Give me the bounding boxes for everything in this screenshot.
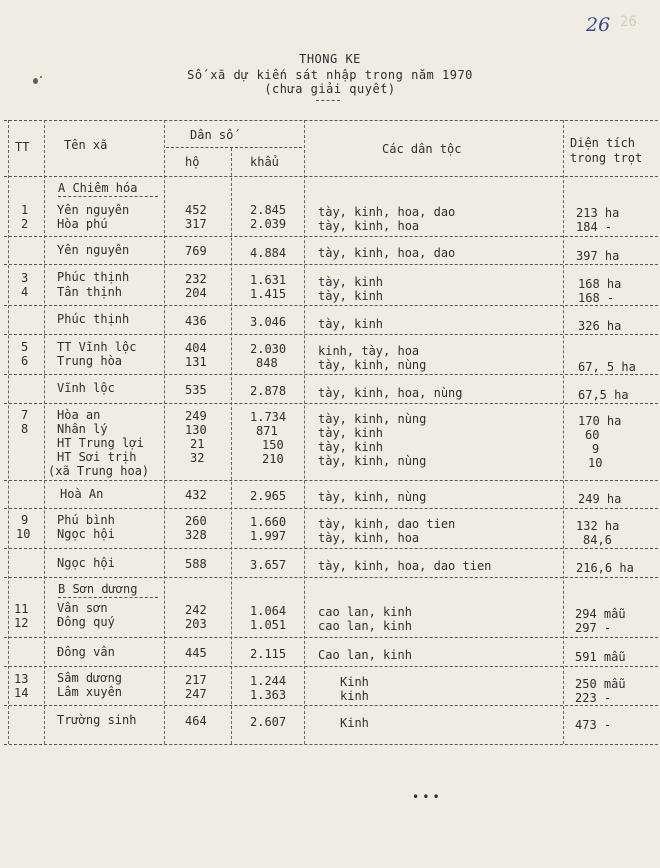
row-ten: Phúc thịnh <box>57 270 130 284</box>
subtotal-dientich: 326 ha <box>578 319 622 333</box>
row-ten: Nhân lý <box>57 422 108 436</box>
row-tt: 10 <box>16 527 31 541</box>
row-dientich: 84,6 <box>583 533 612 547</box>
row-ten: TT Vĩnh lộc <box>57 340 137 354</box>
row-dientich: 297 - <box>575 621 612 635</box>
row-tt: 9 <box>21 513 29 527</box>
row-ho: 328 <box>185 528 207 542</box>
subtotal-dantoc: Cao lan, kinh <box>318 648 412 662</box>
subtotal-dantoc: tày, kinh <box>318 317 384 331</box>
row-ten: Trung hòa <box>57 354 123 368</box>
doc-title: THONG KE <box>299 52 361 66</box>
row-rule <box>4 334 658 335</box>
page-number: 26 <box>586 14 611 36</box>
subtotal-dantoc: tày, kinh, hoa, dao <box>318 246 456 260</box>
col-divider <box>164 120 165 744</box>
row-ho: 130 <box>185 423 207 437</box>
row-dantoc: Kinh <box>340 675 369 689</box>
row-rule <box>4 666 658 667</box>
row-dantoc: kinh, tày, hoa <box>318 344 420 358</box>
row-ho: 21 <box>190 437 205 451</box>
row-ten: Sâm dương <box>57 671 123 685</box>
row-rule <box>4 480 658 481</box>
header-sub-rule <box>166 147 302 148</box>
subtotal-khau: 2.965 <box>250 489 287 503</box>
row-tt: 5 <box>21 340 29 354</box>
subtotal-ho: 445 <box>185 646 207 660</box>
row-tt: 7 <box>21 408 29 422</box>
row-rule <box>4 374 658 375</box>
header-trong-trot: trong trọt <box>570 151 643 165</box>
subtotal-ho: 588 <box>185 557 207 571</box>
header-dien-tich: Diện tích <box>570 136 636 150</box>
row-khau: 1.660 <box>250 515 287 529</box>
row-khau: 1.997 <box>250 529 287 543</box>
subtotal-khau: 2.115 <box>250 647 287 661</box>
subtotal-ten: Hoà An <box>60 487 104 501</box>
row-rule <box>4 403 658 404</box>
row-ho: 242 <box>185 603 207 617</box>
row-dientich: 250 mẫu <box>575 677 626 691</box>
doc-subtitle-note: (chưa giải quyết) <box>264 82 396 96</box>
row-khau: 1.363 <box>250 688 287 702</box>
row-dantoc: tày, kinh, nùng <box>318 412 427 426</box>
row-note: (xã Trung hoa) <box>48 464 150 478</box>
row-dantoc: cao lan, kinh <box>318 605 412 619</box>
row-ten: Phú bình <box>57 513 115 527</box>
subtotal-khau: 4.884 <box>250 246 287 260</box>
section-underline <box>58 196 158 197</box>
col-divider <box>44 120 45 744</box>
subtotal-ten: Ngọc hội <box>57 556 115 570</box>
row-dientich: 60 <box>585 428 600 442</box>
row-tt: 4 <box>21 285 29 299</box>
ink-spot <box>40 76 42 78</box>
row-tt: 8 <box>21 422 29 436</box>
row-ho: 260 <box>185 514 207 528</box>
col-divider <box>8 120 9 744</box>
subtotal-ten: Vĩnh lộc <box>57 381 115 395</box>
row-khau: 210 <box>262 452 284 466</box>
subtotal-khau: 2.607 <box>250 715 287 729</box>
row-dantoc: tày, kinh <box>318 275 384 289</box>
subtotal-khau: 2.878 <box>250 384 287 398</box>
row-ho: 249 <box>185 409 207 423</box>
row-dantoc: tày, kinh, hoa <box>318 531 420 545</box>
row-khau: 1.734 <box>250 410 287 424</box>
row-khau: 848 <box>256 356 278 370</box>
row-khau: 2.030 <box>250 342 287 356</box>
row-ten: Hòa an <box>57 408 101 422</box>
row-ho: 247 <box>185 687 207 701</box>
row-dantoc: tày, kinh, hoa, dao <box>318 205 456 219</box>
row-dantoc: tày, kinh, hoa <box>318 219 420 233</box>
row-ten: HT Trung lợi <box>57 436 144 450</box>
row-tt: 1 <box>21 203 29 217</box>
col-divider <box>231 148 232 744</box>
section-underline <box>58 597 158 598</box>
section-label: B Sơn dương <box>58 582 138 596</box>
page-number-ghost: 26 <box>620 14 637 30</box>
row-dientich: 168 ha <box>578 277 622 291</box>
subtotal-ho: 769 <box>185 244 207 258</box>
subtotal-ten: Phúc thịnh <box>57 312 130 326</box>
row-khau: 2.845 <box>250 203 287 217</box>
subtotal-dantoc: tày, kinh, nùng <box>318 490 427 504</box>
row-dientich: 168 - <box>578 291 615 305</box>
row-ten: Tân thịnh <box>57 285 123 299</box>
header-ho: hộ <box>185 155 200 169</box>
subtotal-ho: 432 <box>185 488 207 502</box>
row-ho: 204 <box>185 286 207 300</box>
row-ho: 217 <box>185 673 207 687</box>
row-dantoc: tày, kinh <box>318 440 384 454</box>
table-top-rule <box>4 120 658 121</box>
subtotal-ho: 436 <box>185 314 207 328</box>
subtotal-ten: Đông vân <box>57 645 115 659</box>
row-ho: 404 <box>185 341 207 355</box>
row-khau: 1.244 <box>250 674 287 688</box>
title-underline <box>316 100 340 101</box>
row-dientich: 67, 5 ha <box>578 360 636 374</box>
row-dientich: 10 <box>588 456 603 470</box>
row-khau: 1.631 <box>250 273 287 287</box>
header-khau: khẩu <box>250 155 279 169</box>
row-khau: 871 <box>256 424 278 438</box>
row-tt: 12 <box>14 616 29 630</box>
row-khau: 1.415 <box>250 287 287 301</box>
row-ho: 203 <box>185 617 207 631</box>
row-khau: 1.064 <box>250 604 287 618</box>
row-ten: HT Sơi trịh <box>57 450 137 464</box>
row-dientich: 132 ha <box>576 519 620 533</box>
row-ten: Đông quý <box>57 615 115 629</box>
row-ho: 32 <box>190 451 205 465</box>
subtotal-dientich: 249 ha <box>578 492 622 506</box>
subtotal-ten: Yên nguyên <box>57 243 130 257</box>
header-dan-so: Dân số <box>190 128 234 142</box>
row-rule <box>4 577 658 578</box>
row-tt: 11 <box>14 602 29 616</box>
col-divider <box>563 120 564 744</box>
row-khau: 150 <box>262 438 284 452</box>
row-khau: 1.051 <box>250 618 287 632</box>
subtotal-dientich: 67,5 ha <box>578 388 629 402</box>
row-rule <box>4 236 658 237</box>
row-ho: 317 <box>185 217 207 231</box>
row-rule <box>4 637 658 638</box>
subtotal-dientich: 397 ha <box>576 249 620 263</box>
row-rule <box>4 705 658 706</box>
subtotal-ten: Trường sinh <box>57 713 137 727</box>
col-divider <box>304 120 305 744</box>
row-ten: Vân sơn <box>57 601 108 615</box>
row-rule <box>4 305 658 306</box>
subtotal-ho: 535 <box>185 383 207 397</box>
row-ho: 452 <box>185 203 207 217</box>
header-ten-xa: Tên xã <box>64 138 108 152</box>
row-dientich: 213 ha <box>576 206 620 220</box>
ink-dots: ••• <box>412 790 443 804</box>
row-tt: 3 <box>21 271 29 285</box>
ink-spot <box>33 78 38 84</box>
row-dantoc: cao lan, kinh <box>318 619 412 633</box>
header-tt: TT <box>15 140 30 154</box>
header-rule <box>4 176 658 177</box>
row-ho: 232 <box>185 272 207 286</box>
subtotal-dantoc: tày, kinh, hoa, dao tien <box>318 559 492 573</box>
row-rule <box>4 264 658 265</box>
subtotal-khau: 3.657 <box>250 558 287 572</box>
row-tt: 2 <box>21 217 29 231</box>
section-label: A Chiêm hóa <box>58 181 138 195</box>
header-dan-toc: Các dân tộc <box>382 142 462 156</box>
row-tt: 6 <box>21 354 29 368</box>
row-dientich: 223 - <box>575 691 612 705</box>
row-dientich: 9 <box>592 442 600 456</box>
subtotal-dantoc: tày, kinh, hoa, nùng <box>318 386 463 400</box>
row-dantoc: tày, kinh <box>318 426 384 440</box>
row-ten: Hòa phú <box>57 217 108 231</box>
row-dantoc: tày, kinh, dao tien <box>318 517 456 531</box>
row-dientich: 294 mẫu <box>575 607 626 621</box>
subtotal-dientich: 473 - <box>575 718 612 732</box>
row-dientich: 184 - <box>576 220 613 234</box>
row-dientich: 170 ha <box>578 414 622 428</box>
row-dantoc: tày, kinh <box>318 289 384 303</box>
row-dantoc: tày, kinh, nùng <box>318 358 427 372</box>
row-rule <box>4 548 658 549</box>
doc-subtitle: Số xã dự kiến sát nhập trong năm 1970 <box>187 68 473 82</box>
row-khau: 2.039 <box>250 217 287 231</box>
subtotal-ho: 464 <box>185 714 207 728</box>
row-ten: Yên nguyên <box>57 203 130 217</box>
row-tt: 13 <box>14 672 29 686</box>
row-ten: Lâm xuyên <box>57 685 123 699</box>
row-tt: 14 <box>14 686 29 700</box>
row-ten: Ngọc hội <box>57 527 115 541</box>
subtotal-dientich: 591 mẫu <box>575 650 626 664</box>
subtotal-khau: 3.046 <box>250 315 287 329</box>
subtotal-dientich: 216,6 ha <box>576 561 634 575</box>
row-dantoc: kinh <box>340 689 369 703</box>
row-dantoc: tày, kinh, nùng <box>318 454 427 468</box>
table-bottom-rule <box>4 744 658 745</box>
row-rule <box>4 508 658 509</box>
subtotal-dantoc: Kinh <box>340 716 369 730</box>
row-ho: 131 <box>185 355 207 369</box>
